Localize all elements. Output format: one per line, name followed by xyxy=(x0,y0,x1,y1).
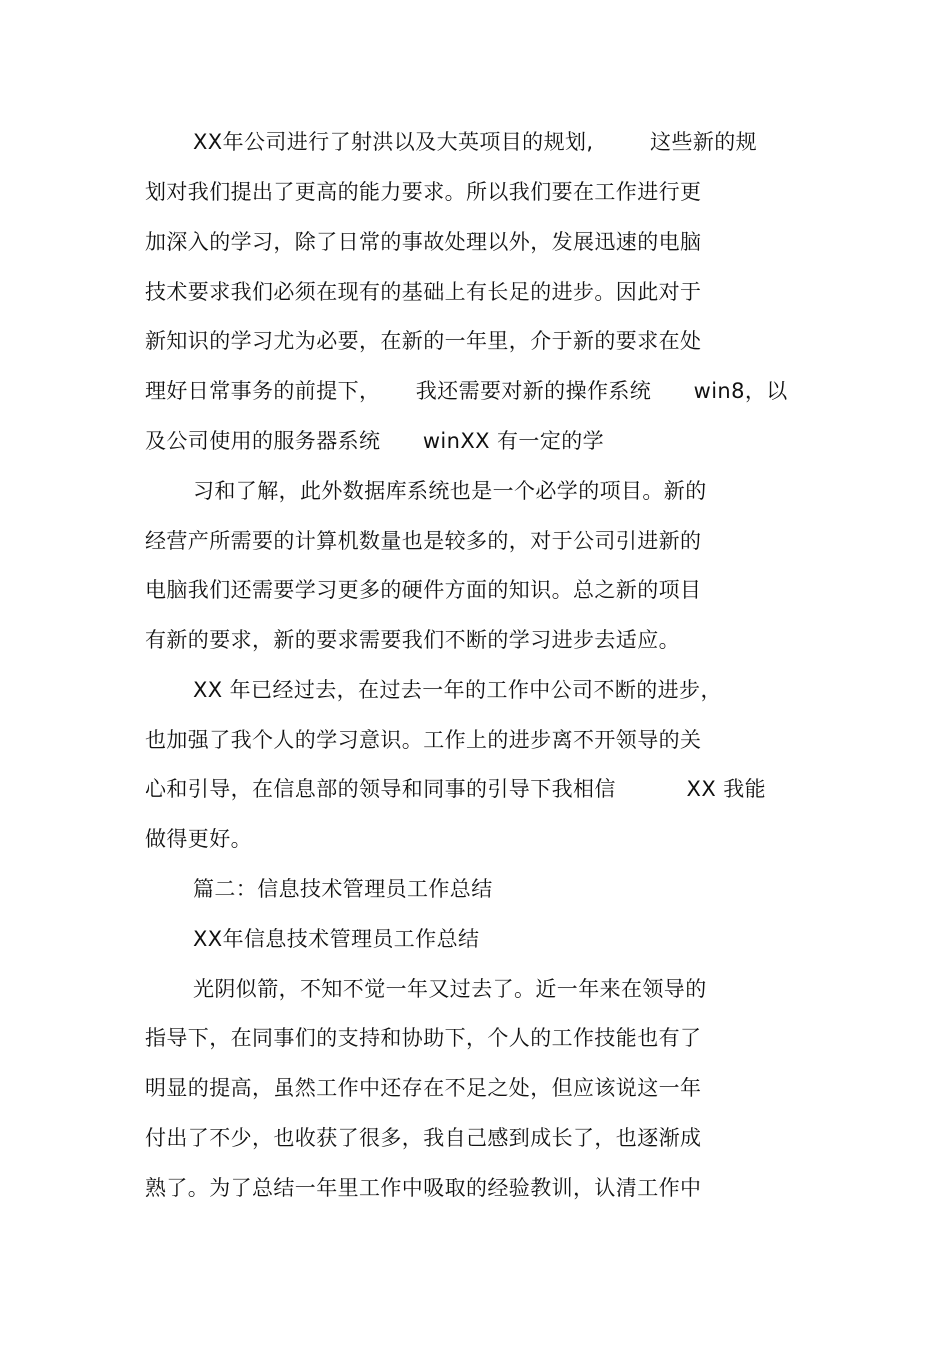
text-line: 做得更好。 xyxy=(145,827,252,851)
document-title: XX年信息技术管理员工作总结 xyxy=(193,927,480,951)
text-line: XX 年已经过去，在过去一年的工作中公司不断的进步， xyxy=(193,678,722,702)
text-line: 及公司使用的服务器系统 winXX 有一定的学 xyxy=(145,429,605,453)
text-line: 心和引导，在信息部的领导和同事的引导下我相信 XX 我能 xyxy=(145,777,766,801)
text-line: 付出了不少，也收获了很多，我自己感到成长了，也逐渐成 xyxy=(145,1126,702,1150)
text-line: 指导下，在同事们的支持和协助下，个人的工作技能也有了 xyxy=(145,1026,702,1050)
text-line: 光阴似箭，不知不觉一年又过去了。近一年来在领导的 xyxy=(193,977,707,1001)
text-line: 新知识的学习尤为必要，在新的一年里，介于新的要求在处 xyxy=(145,329,702,353)
text-line: 理好日常事务的前提下， 我还需要对新的操作系统 win8，以 xyxy=(145,379,788,403)
text-line: 技术要求我们必须在现有的基础上有长足的进步。因此对于 xyxy=(145,280,702,304)
text-line: 经营产所需要的计算机数量也是较多的，对于公司引进新的 xyxy=(145,529,702,553)
text-line: XX年公司进行了射洪以及大英项目的规划, 这些新的规 xyxy=(193,130,758,154)
section-heading: 篇二：信息技术管理员工作总结 xyxy=(193,877,493,901)
text-line: 划对我们提出了更高的能力要求。所以我们要在工作进行更 xyxy=(145,180,702,204)
text-line: 也加强了我个人的学习意识。工作上的进步离不开领导的关 xyxy=(145,728,702,752)
text-line: 习和了解，此外数据库系统也是一个必学的项目。新的 xyxy=(193,479,707,503)
text-line: 加深入的学习，除了日常的事故处理以外，发展迅速的电脑 xyxy=(145,230,702,254)
text-line: 明显的提高，虽然工作中还存在不足之处，但应该说这一年 xyxy=(145,1076,702,1100)
text-line: 有新的要求，新的要求需要我们不断的学习进步去适应。 xyxy=(145,628,680,652)
text-line: 电脑我们还需要学习更多的硬件方面的知识。总之新的项目 xyxy=(145,578,702,602)
text-line: 熟了。为了总结一年里工作中吸取的经验教训，认清工作中 xyxy=(145,1176,702,1200)
